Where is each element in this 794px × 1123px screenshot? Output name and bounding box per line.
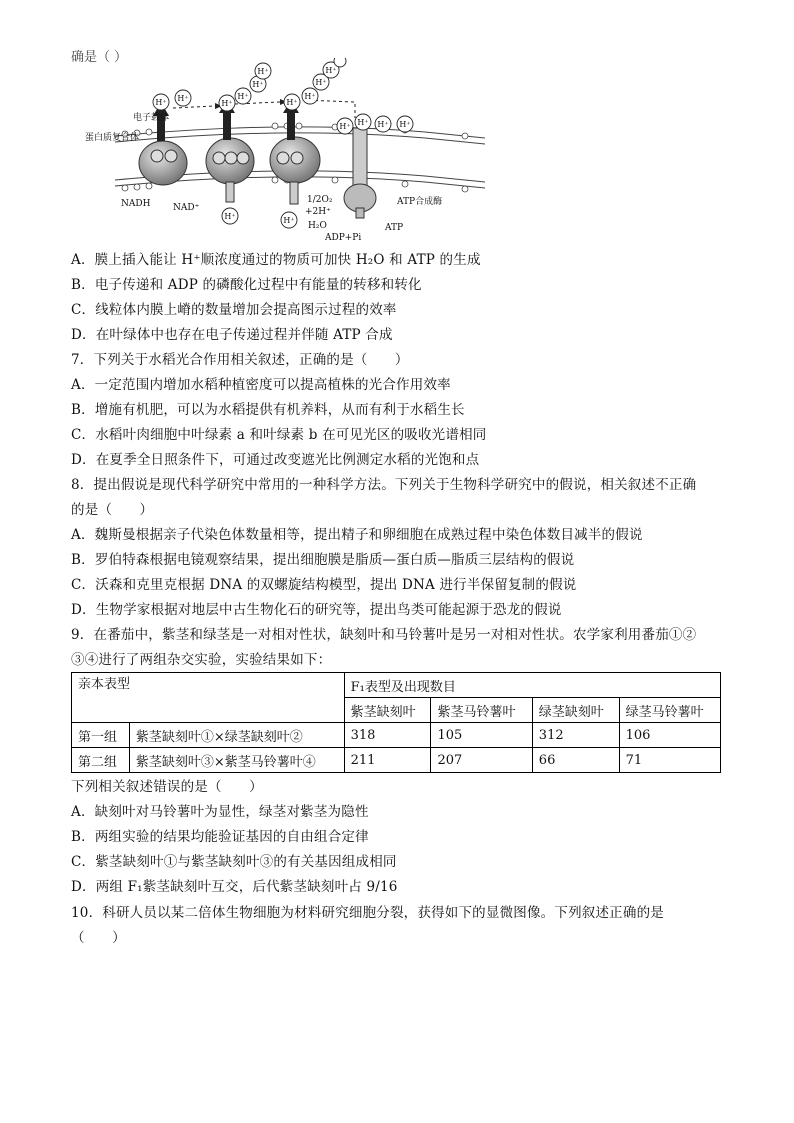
q7-stem: 7．下列关于水稻光合作用相关叙述，正确的是（ ） bbox=[71, 352, 409, 368]
cross-results-table bbox=[71, 672, 721, 773]
label-o2: 1/2O₂ bbox=[307, 195, 333, 205]
group-label: 第二组 bbox=[72, 748, 130, 773]
q7-option-d: D．在夏季全日照条件下，可通过改变遮光比例测定水稻的光饱和点 bbox=[71, 452, 480, 468]
label-nad: NAD⁺ bbox=[173, 203, 200, 213]
cut-off-text: 确是（ ） bbox=[71, 50, 128, 65]
protein-complex-3 bbox=[270, 100, 320, 204]
q9-option-d: D．两组 F₁紫茎缺刻叶互交，后代紫茎缺刻叶占 9/16 bbox=[71, 879, 398, 895]
atp-synthase bbox=[344, 128, 376, 218]
q7-option-a: A．一定范围内增加水稻种植密度可以提高植株的光合作用效率 bbox=[71, 377, 451, 393]
proton-label: H⁺ bbox=[315, 78, 327, 87]
q9-question: 下列相关叙述错误的是（ ） bbox=[71, 779, 263, 795]
q9-stem-1: 9．在番茄中，紫茎和绿茎是一对相对性状，缺刻叶和马铃薯叶是另一对相对性状。农学家利用番茄①② bbox=[71, 627, 697, 643]
header-parent: 亲本表型 bbox=[72, 673, 345, 723]
label-atp-synthase: ATP合成酶 bbox=[397, 197, 443, 207]
count-cell: 207 bbox=[431, 748, 532, 773]
q9-stem-2: ③④进行了两组杂交实验，实验结果如下： bbox=[71, 652, 332, 668]
q6-option-c: C．线粒体内膜上嵴的数量增加会提高图示过程的效率 bbox=[71, 302, 397, 318]
label-2h: +2H⁺ bbox=[305, 207, 331, 217]
count-cell: 318 bbox=[344, 723, 431, 748]
proton-label: H⁺ bbox=[377, 120, 389, 129]
q8-option-c: C．沃森和克里克根据 DNA 的双螺旋结构模型，提出 DNA 进行半保留复制的假说 bbox=[71, 577, 577, 593]
proton-label: H⁺ bbox=[304, 92, 316, 101]
count-cell: 211 bbox=[344, 748, 431, 773]
proton-label: H⁺ bbox=[252, 80, 264, 89]
proton-label: H⁺ bbox=[177, 94, 189, 103]
label-nadh: NADH bbox=[121, 199, 151, 209]
q6-option-b: B．电子传递和 ADP 的磷酸化过程中有能量的转移和转化 bbox=[71, 277, 422, 293]
q8-option-b: B．罗伯特森根据电镜观察结果，提出细胞膜是脂质—蛋白质—脂质三层结构的假说 bbox=[71, 552, 575, 568]
proton-label: H⁺ bbox=[286, 98, 298, 107]
q10-stem-1: 10．科研人员以某二倍体生物细胞为材料研究细胞分裂，获得如下的显微图像。下列叙述正确的是 bbox=[71, 905, 664, 921]
proton-label: H⁺ bbox=[339, 122, 351, 131]
count-cell: 105 bbox=[431, 723, 532, 748]
label-h2o: H₂O bbox=[308, 221, 327, 231]
q8-option-d: D．生物学家根据对地层中古生物化石的研究等，提出鸟类可能起源于恐龙的假说 bbox=[71, 602, 562, 618]
proton-label: H⁺ bbox=[155, 98, 167, 107]
col-header: 绿茎缺刻叶 bbox=[532, 698, 619, 723]
proton-label: H⁺ bbox=[237, 92, 249, 101]
count-cell: 106 bbox=[619, 723, 720, 748]
q6-option-a: A．膜上插入能让 H⁺顺浓度通过的物质可加快 H₂O 和 ATP 的生成 bbox=[71, 252, 481, 268]
cross-label: 紫茎缺刻叶①×绿茎缺刻叶② bbox=[129, 723, 344, 748]
q9-option-b: B．两组实验的结果均能验证基因的自由组合定律 bbox=[71, 829, 369, 845]
label-adp-pi: ADP+Pi bbox=[325, 233, 362, 243]
proton-label: H⁺ bbox=[325, 66, 337, 75]
proton-label: H⁺ bbox=[399, 120, 411, 129]
proton-label: H⁺ bbox=[357, 118, 369, 127]
label-electron-carrier: 电子载体 bbox=[133, 113, 170, 123]
col-header: 紫茎马铃薯叶 bbox=[431, 698, 532, 723]
protein-complex-2 bbox=[206, 100, 254, 202]
table-row bbox=[72, 723, 721, 748]
proton-label: H⁺ bbox=[221, 99, 233, 108]
label-protein-complex: 蛋白质复合体 bbox=[85, 133, 140, 143]
q9-option-c: C．紫茎缺刻叶①与紫茎缺刻叶③的有关基因组成相同 bbox=[71, 854, 397, 870]
q7-option-c: C．水稻叶肉细胞中叶绿素 a 和叶绿素 b 在可见光区的吸收光谱相同 bbox=[71, 427, 487, 443]
q8-option-a: A．魏斯曼根据亲子代染色体数量相等，提出精子和卵细胞在成熟过程中染色体数目减半的假说 bbox=[71, 527, 643, 543]
proton-label: H⁺ bbox=[257, 67, 269, 76]
table-row bbox=[72, 748, 721, 773]
table-header-row bbox=[72, 673, 721, 698]
col-header: 绿茎马铃薯叶 bbox=[619, 698, 720, 723]
group-label: 第一组 bbox=[72, 723, 130, 748]
q8-stem-2: 的是（ ） bbox=[71, 502, 154, 518]
proton-label: H⁺ bbox=[283, 216, 295, 225]
count-cell: 312 bbox=[532, 723, 619, 748]
q7-option-b: B．增施有机肥，可以为水稻提供有机养料，从而有利于水稻生长 bbox=[71, 402, 465, 418]
proton-label: H⁺ bbox=[224, 212, 236, 221]
count-cell: 71 bbox=[619, 748, 720, 773]
q8-stem-1: 8．提出假说是现代科学研究中常用的一种科学方法。下列关于生物科学研究中的假说，相关叙述不正确 bbox=[71, 477, 697, 493]
electron-transport-diagram bbox=[85, 58, 485, 248]
label-atp: ATP bbox=[385, 223, 404, 233]
count-cell: 66 bbox=[532, 748, 619, 773]
header-f1: F₁表型及出现数目 bbox=[344, 673, 720, 698]
q6-option-d: D．在叶绿体中也存在电子传递过程并伴随 ATP 合成 bbox=[71, 327, 393, 343]
cross-label: 紫茎缺刻叶③×紫茎马铃薯叶④ bbox=[129, 748, 344, 773]
q9-option-a: A．缺刻叶对马铃薯叶为显性，绿茎对紫茎为隐性 bbox=[71, 804, 369, 820]
col-header: 紫茎缺刻叶 bbox=[344, 698, 431, 723]
q10-stem-2: （ ） bbox=[71, 930, 126, 946]
